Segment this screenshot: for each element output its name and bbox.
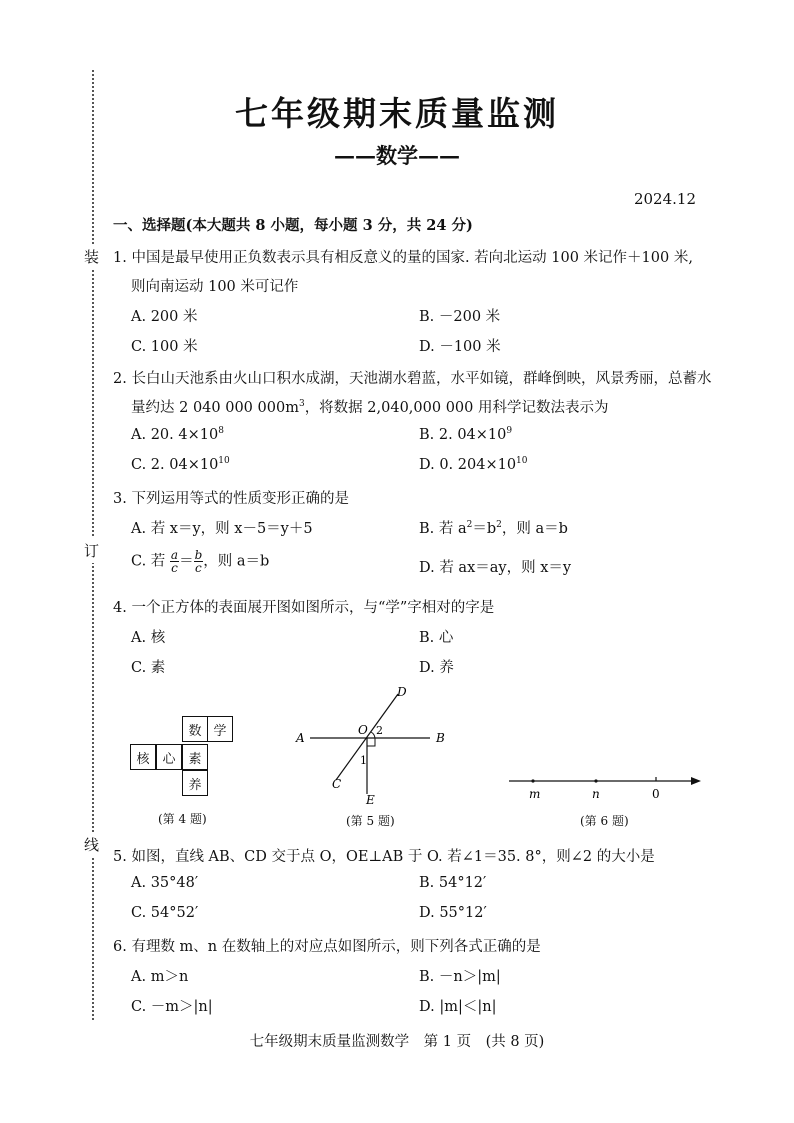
label-angle-1: 1 bbox=[360, 754, 367, 767]
q2-option-a: A. 20. $4\times 10^8$ bbox=[131, 426, 224, 443]
label-zero: 0 bbox=[652, 787, 660, 801]
net-cell-xue: 学 bbox=[207, 716, 233, 742]
label-b: B bbox=[436, 731, 445, 745]
point-n bbox=[594, 779, 597, 782]
q6-option-b: B. －n＞|m| bbox=[419, 969, 501, 985]
net-cell-he: 核 bbox=[130, 744, 156, 770]
label-m: m bbox=[529, 787, 541, 801]
binding-char-ding: 订 bbox=[84, 538, 99, 563]
binding-char-zhuang: 装 bbox=[84, 244, 99, 269]
label-n: n bbox=[592, 787, 600, 801]
q5-option-c: C. 54°52′ bbox=[131, 905, 199, 921]
q5-option-a: A. 35°48′ bbox=[131, 875, 199, 891]
q3-option-c: C. 若 $\frac{a}{c}$ ＝ $\frac{b}{c}$ ，则 a＝b bbox=[131, 548, 270, 575]
q2-option-c: C. 2. $04\times 10^{10}$ bbox=[131, 456, 230, 473]
q1-option-b: B. －200 米 bbox=[419, 309, 501, 325]
q3-fraction-left: $\frac{a}{c}$ bbox=[170, 548, 179, 575]
net-cell-su: 素 bbox=[182, 744, 208, 770]
q3-option-a: A. 若 x＝y，则 x－5＝y＋5 bbox=[131, 521, 313, 537]
net-cell-shu: 数 bbox=[182, 716, 208, 742]
page-footer: 七年级期末质量监测数学 第 1 页 (共 8 页) bbox=[249, 1034, 545, 1050]
q3-option-d: D. 若 ax＝ay，则 x＝y bbox=[419, 560, 572, 576]
page-title: 七年级期末质量监测 bbox=[235, 94, 559, 133]
section-title: 一、选择题(本大题共 8 小题，每小题 3 分，共 24 分) bbox=[113, 217, 473, 234]
figure-4-caption: (第 4 题) bbox=[158, 812, 207, 826]
number-line-arrow bbox=[691, 777, 701, 785]
q1-stem-line1: 1. 中国是最早使用正负数表示具有相反意义的量的国家. 若向北运动 100 米记作＋100 米, bbox=[113, 250, 693, 266]
exam-date: 2024.12 bbox=[633, 190, 696, 208]
q6-option-c: C. －m＞|n| bbox=[131, 999, 213, 1015]
q2-option-d: D. 0. $204\times 10^{10}$ bbox=[419, 456, 528, 473]
q1-option-d: D. －100 米 bbox=[419, 339, 501, 355]
label-angle-2: 2 bbox=[376, 724, 383, 737]
q4-option-a: A. 核 bbox=[131, 630, 166, 646]
q1-stem-line2: 则向南运动 100 米可记作 bbox=[131, 279, 299, 295]
q3-fraction-right: $\frac{b}{c}$ bbox=[194, 548, 203, 575]
q6-option-a: A. m＞n bbox=[131, 969, 189, 985]
angle-2-arc bbox=[371, 732, 375, 738]
q4-option-d: D. 养 bbox=[419, 660, 454, 676]
q3-stem: 3. 下列运用等式的性质变形正确的是 bbox=[113, 491, 349, 507]
page-subtitle: ——数学—— bbox=[334, 143, 460, 168]
net-cell-yang: 养 bbox=[182, 770, 208, 796]
label-a: A bbox=[296, 731, 305, 745]
binding-char-xian: 线 bbox=[84, 832, 99, 857]
q5-option-b: B. 54°12′ bbox=[419, 875, 487, 891]
figure-6-number-line bbox=[505, 768, 705, 804]
q6-stem: 6. 有理数 m、n 在数轴上的对应点如图所示，则下列各式正确的是 bbox=[113, 939, 541, 955]
figure-6-caption: (第 6 题) bbox=[580, 814, 629, 828]
q2-stem-line1: 2. 长白山天池系由火山口积水成湖，天池湖水碧蓝，水平如镜，群峰倒映，风景秀丽，总蓄水 bbox=[113, 371, 712, 387]
q4-option-b: B. 心 bbox=[419, 630, 454, 646]
figure-5-caption: (第 5 题) bbox=[346, 814, 395, 828]
q6-option-d: D. |m|＜|n| bbox=[419, 999, 497, 1015]
q1-option-c: C. 100 米 bbox=[131, 339, 198, 355]
point-m bbox=[531, 779, 534, 782]
q4-option-c: C. 素 bbox=[131, 660, 166, 676]
q2-stem-line2: 量约达 2 040 000 $000m^3$，将数据 2,040,000 000 用科学记数法表示为 bbox=[131, 399, 609, 416]
q1-option-a: A. 200 米 bbox=[131, 309, 198, 325]
q2-option-b: B. 2. $04\times 10^9$ bbox=[419, 426, 513, 443]
label-d: D bbox=[397, 685, 407, 699]
label-c: C bbox=[332, 777, 342, 791]
label-o: O bbox=[358, 723, 368, 737]
q3-option-b: B. 若 $a^2=b^2$，则 a＝b bbox=[419, 520, 568, 537]
figure-5-diagram bbox=[290, 684, 460, 804]
q5-stem: 5. 如图，直线 AB、CD 交于点 O，OE⊥AB 于 O. 若∠1＝35. 8°，则∠2 的大小是 bbox=[113, 849, 655, 865]
q4-stem: 4. 一个正方体的表面展开图如图所示，与“学”字相对的字是 bbox=[113, 600, 495, 616]
label-e: E bbox=[366, 793, 375, 804]
net-cell-xin: 心 bbox=[156, 744, 182, 770]
q5-option-d: D. 55°12′ bbox=[419, 905, 487, 921]
right-angle-mark bbox=[367, 738, 375, 746]
